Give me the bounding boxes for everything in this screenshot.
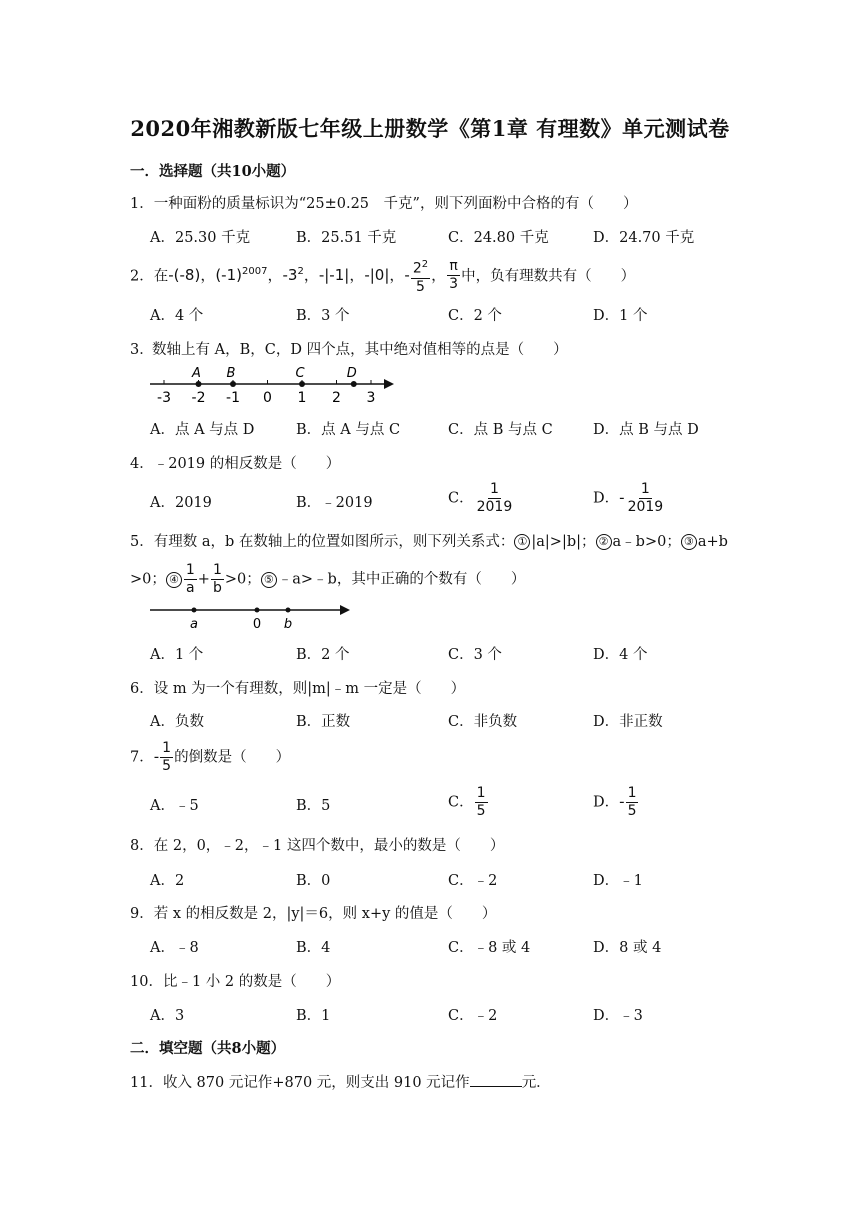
option-b: B．25.51 千克 (296, 230, 397, 246)
answer-blank[interactable] (470, 1072, 522, 1087)
option-c: C．非负数 (448, 714, 518, 730)
question-8: 8．在 2，0，﹣2，﹣1 这四个数中，最小的数是（ ） (130, 838, 505, 854)
option-b: B．正数 (296, 714, 351, 730)
point-label-0: 0 (252, 617, 262, 632)
option-b: B．0 (296, 873, 331, 889)
option-d: D．- $\frac{1}{2019}$ (593, 481, 664, 515)
question-3: 3． (130, 342, 154, 358)
option-d: D．24.70 千克 (593, 230, 695, 246)
option-a: A．25.30 千克 (150, 230, 251, 246)
question-text: 一种面粉的质量标识为“25±0.25 千克”，则下列面粉中合格的有（ ） (153, 196, 638, 212)
question-number: 2． (130, 268, 154, 285)
option-a: A．3 (150, 1008, 185, 1024)
point-label-b: b (283, 617, 293, 632)
option-a: A．负数 (150, 714, 204, 730)
option-a: A．﹣8 (150, 940, 199, 956)
question-5-line-1: 5．有理数 a，b 在数轴上的位置如图所示，则下列关系式： ① |a|>|b|； ② a﹣b>0； ③ a+b (130, 534, 728, 550)
option-b: B．点 A 与点 C (296, 422, 401, 438)
question-1 (130, 192, 637, 213)
math-expr: -(-8)，$(-1)^{2007}$，$-3^2$，-|-1|，-|0|，- $\frac{2^2}{5}$ ， $\frac{\pi}{3}$ (168, 266, 461, 284)
option-d: D．- $\frac{1}{5}$ (593, 785, 637, 819)
option-d: D．8 或 4 (593, 940, 662, 956)
axis-tick-label: 2 (332, 390, 341, 404)
point-c (299, 381, 305, 387)
option-a: A．1 个 (150, 647, 204, 663)
point-b (230, 381, 236, 387)
option-d: D．4 个 (593, 647, 648, 663)
option-a: A．2 (150, 873, 185, 889)
option-b: B．1 (296, 1008, 331, 1024)
question-9: 9．若 x 的相反数是 2，|y|＝6，则 x+y 的值是（ ） (130, 906, 497, 922)
axis-tick-label: 3 (366, 390, 376, 404)
axis-tick-label: -1 (226, 390, 240, 404)
point-label-c: C (295, 366, 305, 381)
option-b: B．3 个 (296, 308, 350, 324)
question-number: 1． (130, 196, 154, 212)
question-5-line-2: >0； ④ $\frac{1}{a}$ + $\frac{1}{b}$ >0； ⑤ ﹣a>﹣b，其中正确的个数有（ ） (130, 562, 526, 596)
option-d: D．1 个 (593, 308, 648, 324)
axis-tick-label: -3 (157, 390, 171, 404)
point-label-a: a (190, 617, 198, 632)
point-label-a: A (192, 366, 201, 381)
question-text-tail: 中，负有理数共有（ ） (461, 268, 636, 285)
question-7: 7．- $\frac{1}{5}$ 的倒数是（ ） (130, 740, 291, 774)
option-b: B．﹣2019 (296, 495, 373, 511)
option-d: D．非正数 (593, 714, 663, 730)
question-6: 6．设 m 为一个有理数，则|m|﹣m 一定是（ ） (130, 681, 466, 697)
option-c: C．3 个 (448, 647, 502, 663)
number-line-figure (148, 362, 398, 404)
point-label-b: B (226, 366, 236, 381)
point-0 (255, 608, 260, 613)
question-11: 11．收入 870 元记作+870 元，则支出 910 元记作 元． (130, 1071, 551, 1092)
option-b: B．5 (296, 798, 331, 814)
axis-tick-label: 0 (263, 390, 272, 404)
point-a (192, 608, 197, 613)
point-label-d: D (346, 366, 357, 381)
page-title: 2020年湘教新版七年级上册数学《第1章 有理数》单元测试卷 (130, 116, 730, 141)
question-10: 10．比﹣1 小 2 的数是（ ） (130, 974, 341, 990)
option-d: D．点 B 与点 D (593, 422, 699, 438)
option-c: C．2 个 (448, 308, 502, 324)
option-c: C．﹣8 或 4 (448, 940, 531, 956)
option-c: C．点 B 与点 C (448, 422, 553, 438)
number-line-ab-figure (148, 600, 358, 632)
point-d (351, 381, 357, 387)
option-c: C． $\frac{1}{5}$ (448, 785, 486, 819)
option-c: C． $\frac{1}{2019}$ (448, 481, 513, 515)
section-heading-fill: 二．填空题（共8小题） (130, 1040, 286, 1057)
point-a (196, 381, 202, 387)
question-text: 数轴上有 A，B，C，D 四个点，其中绝对值相等的点是（ ） (152, 342, 568, 358)
option-a: A．2019 (150, 495, 212, 511)
question-text: ﹣2019 的相反数是（ ） (153, 456, 341, 472)
option-d: D．﹣1 (593, 873, 643, 889)
option-b: B．4 (296, 940, 331, 956)
section-heading-choice: 一．选择题（共10小题） (130, 163, 296, 180)
option-c: C．24.80 千克 (448, 230, 549, 246)
option-c: C．﹣2 (448, 1008, 498, 1024)
point-b (286, 608, 291, 613)
option-b: B．2 个 (296, 647, 350, 663)
question-4 (130, 452, 340, 473)
option-a: A．点 A 与点 D (150, 422, 255, 438)
question-number: 4． (130, 456, 154, 472)
question-2 (130, 256, 635, 296)
option-c: C．﹣2 (448, 873, 498, 889)
axis-tick-label: 1 (297, 390, 307, 404)
option-a: A．4 个 (150, 308, 204, 324)
axis-tick-label: -2 (191, 390, 206, 404)
option-d: D．﹣3 (593, 1008, 643, 1024)
question-text: 在 (153, 268, 169, 285)
option-a: A．﹣5 (150, 798, 199, 814)
